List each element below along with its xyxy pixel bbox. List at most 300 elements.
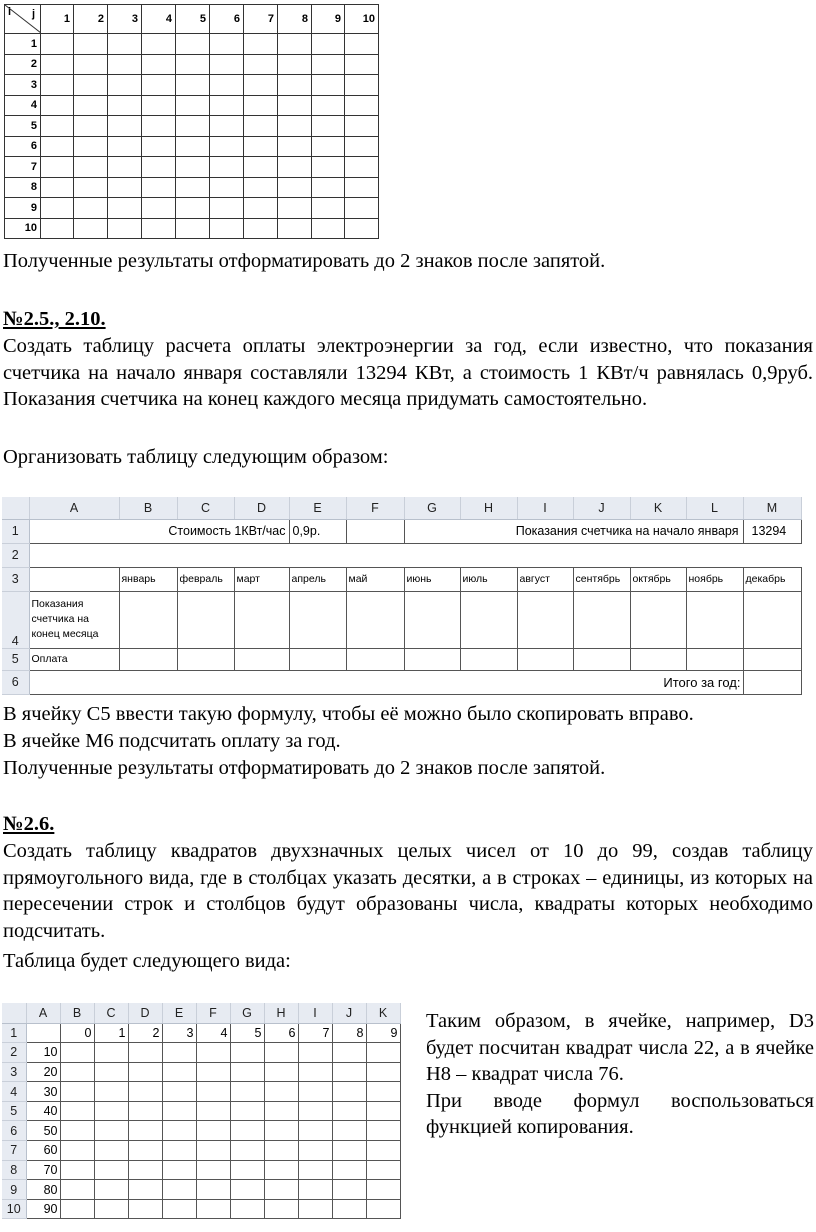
data-cell [119,591,177,648]
grid-cell [345,157,379,178]
square-cell [196,1043,230,1063]
month-header: ноябрь [686,567,743,591]
grid-cell [210,54,244,75]
grid-cell [41,54,74,75]
grid-cell [345,116,379,137]
grid-cell [41,34,74,55]
task-2-6-text: Создать таблицу квадратов двухзначных целых чисел от 10 до 99, создав таблицу прямоугольного вида, где в столбцах указать десятки, а в строках – единицы, из которых на пересечении строк и столбцов будут образованы числа, квадраты которых необходимо подсчитать. [3,840,813,942]
row-header: 10 [2,1199,26,1219]
data-cell [404,648,460,670]
square-cell [264,1062,298,1082]
grid-cell [41,157,74,178]
square-cell [60,1180,94,1200]
month-header: май [346,567,404,591]
square-cell [60,1043,94,1063]
square-cell [196,1180,230,1200]
data-cell [346,648,404,670]
empty-cell [346,519,404,543]
square-cell [230,1101,264,1121]
tens-header-cell: 20 [26,1062,60,1082]
grid-cell [278,198,312,219]
grid-row-header: 1 [5,34,41,55]
square-cell [230,1062,264,1082]
data-cell [743,591,801,648]
square-cell [162,1062,196,1082]
row-header: 2 [2,543,29,567]
row-header: 3 [2,567,29,591]
grid-cell [176,75,210,96]
units-header-cell: 6 [264,1023,298,1043]
square-cell [230,1082,264,1102]
tens-header-cell: 90 [26,1199,60,1219]
grid-cell [108,157,142,178]
grid-cell [278,177,312,198]
data-cell [460,648,517,670]
grid-cell [142,157,176,178]
row-header: 3 [2,1062,26,1082]
square-cell [128,1160,162,1180]
grid-row-header: 2 [5,54,41,75]
grid-cell [108,54,142,75]
grid-cell [41,198,74,219]
column-header: E [289,497,346,519]
tens-header-cell: 30 [26,1082,60,1102]
empty-cell [29,670,630,694]
square-cell [162,1160,196,1180]
month-header: март [234,567,289,591]
square-cell [94,1082,128,1102]
square-cell [128,1101,162,1121]
side-note-text-1: Таким образом, в ячейке, например, D3 будет посчитан квадрат числа 22, а в ячейке H8 – квадрат числа 76. [426,1010,814,1086]
grid-cell [41,75,74,96]
square-cell [162,1082,196,1102]
column-header: C [177,497,234,519]
task-2-5-text: Создать таблицу расчета оплаты электроэнергии за год, если известно, что показания счетчика на начало января составляли 13294 КВт, а стоимость 1 КВт/ч равнялась 0,9руб. Показания счетчика на конец каждого месяца придумать самостоятельно. [3,335,813,411]
column-header: F [346,497,404,519]
format-instruction-1: Полученные результаты отформатировать до 2 знаков после запятой. [3,250,606,272]
side-note-text-2: При вводе формул воспользоваться функцией копирования. [426,1089,814,1139]
square-cell [298,1043,332,1063]
square-cell [162,1180,196,1200]
grid-cell [278,34,312,55]
grid-cell [345,54,379,75]
grid-cell [74,157,108,178]
column-header: H [264,1003,298,1023]
electricity-spreadsheet [2,497,801,695]
grid-cell [345,34,379,55]
data-cell [517,591,573,648]
grid-row-header: 8 [5,177,41,198]
grid-row-header: 7 [5,157,41,178]
instruction-m6: В ячейке М6 подсчитать оплату за год. [3,730,341,752]
grid-col-header: 8 [278,5,312,34]
ij-corner-cell [5,5,41,34]
task-2-5-heading: №2.5., 2.10. [3,308,106,330]
row-header: 5 [2,1101,26,1121]
square-cell [264,1121,298,1141]
units-header-cell: 8 [332,1023,366,1043]
month-header: сентябрь [573,567,630,591]
grid-row-header: 10 [5,218,41,239]
data-cell [743,648,801,670]
grid-cell [345,95,379,116]
units-header-cell: 1 [94,1023,128,1043]
square-cell [366,1199,400,1219]
column-header: H [460,497,517,519]
ij-grid [4,4,379,239]
year-total-label: Итого за год: [630,670,743,694]
grid-cell [210,177,244,198]
column-header: I [298,1003,332,1023]
units-header-cell: 5 [230,1023,264,1043]
grid-cell [176,177,210,198]
grid-cell [41,177,74,198]
grid-cell [312,177,345,198]
grid-cell [210,95,244,116]
grid-cell [312,34,345,55]
square-cell [230,1199,264,1219]
data-cell [346,591,404,648]
grid-cell [176,34,210,55]
month-header: июль [460,567,517,591]
grid-cell [176,136,210,157]
units-header-cell: 7 [298,1023,332,1043]
square-cell [264,1160,298,1180]
grid-row-header: 3 [5,75,41,96]
data-cell [630,591,686,648]
square-cell [94,1160,128,1180]
grid-cell [312,157,345,178]
square-cell [366,1101,400,1121]
grid-col-header: 7 [244,5,278,34]
grid-cell [142,95,176,116]
grid-row-header: 5 [5,116,41,137]
square-cell [298,1062,332,1082]
tens-header-cell: 60 [26,1141,60,1161]
square-cell [196,1160,230,1180]
meter-label-cell: Показания счетчика на начало января [404,519,743,543]
cost-label-cell: Стоимость 1КВт/час [29,519,289,543]
square-cell [332,1121,366,1141]
data-cell [234,648,289,670]
square-cell [94,1199,128,1219]
square-cell [332,1101,366,1121]
square-cell [332,1062,366,1082]
square-cell [60,1101,94,1121]
square-cell [298,1121,332,1141]
grid-cell [176,218,210,239]
data-cell [177,591,234,648]
task-2-6-heading: №2.6. [3,813,55,835]
grid-cell [176,95,210,116]
column-header: I [517,497,573,519]
row-header: 2 [2,1043,26,1063]
grid-cell [74,54,108,75]
units-header-cell: 3 [162,1023,196,1043]
square-cell [196,1082,230,1102]
grid-cell [244,75,278,96]
square-cell [94,1043,128,1063]
grid-cell [176,198,210,219]
column-header: F [196,1003,230,1023]
grid-cell [142,75,176,96]
grid-cell [108,218,142,239]
grid-cell [278,75,312,96]
square-cell [94,1121,128,1141]
grid-cell [142,198,176,219]
column-header: G [404,497,460,519]
row-header: 6 [2,670,29,694]
grid-cell [312,116,345,137]
grid-cell [312,75,345,96]
column-header: D [128,1003,162,1023]
row-header: 6 [2,1121,26,1141]
square-cell [332,1199,366,1219]
empty-row [29,543,801,567]
grid-cell [108,116,142,137]
grid-cell [41,95,74,116]
units-header-cell: 2 [128,1023,162,1043]
grid-cell [142,218,176,239]
units-header-cell: 9 [366,1023,400,1043]
square-cell [264,1043,298,1063]
square-cell [196,1101,230,1121]
square-cell [128,1141,162,1161]
data-cell [289,648,346,670]
grid-cell [142,136,176,157]
grid-cell [345,198,379,219]
square-cell [26,1023,60,1043]
meter-readings-line-3: конец месяца [31,628,99,640]
square-cell [366,1180,400,1200]
data-cell [686,591,743,648]
square-cell [298,1082,332,1102]
month-header: февраль [177,567,234,591]
column-header: K [630,497,686,519]
grid-cell [244,34,278,55]
grid-row-header: 6 [5,136,41,157]
grid-col-header: 9 [312,5,345,34]
grid-col-header: 10 [345,5,379,34]
grid-cell [278,54,312,75]
data-cell [460,591,517,648]
square-cell [162,1141,196,1161]
grid-cell [142,116,176,137]
grid-cell [74,136,108,157]
square-cell [366,1160,400,1180]
grid-col-header: 4 [142,5,176,34]
grid-cell [345,177,379,198]
grid-cell [108,34,142,55]
square-cell [60,1082,94,1102]
column-header: L [686,497,743,519]
grid-cell [210,34,244,55]
grid-cell [108,177,142,198]
square-cell [162,1043,196,1063]
grid-cell [278,95,312,116]
grid-cell [278,218,312,239]
month-header: август [517,567,573,591]
grid-cell [74,177,108,198]
square-cell [332,1180,366,1200]
square-cell [196,1141,230,1161]
grid-cell [142,34,176,55]
square-cell [264,1180,298,1200]
grid-cell [41,116,74,137]
grid-cell [41,218,74,239]
column-header: G [230,1003,264,1023]
row-header: 4 [2,591,29,648]
column-header: K [366,1003,400,1023]
row-header: 1 [2,1023,26,1043]
column-header: J [332,1003,366,1023]
square-cell [366,1141,400,1161]
grid-cell [108,136,142,157]
grid-cell [210,136,244,157]
task-2-6-view: Таблица будет следующего вида: [3,950,291,972]
grid-cell [312,198,345,219]
tens-header-cell: 80 [26,1180,60,1200]
grid-cell [108,75,142,96]
payment-label: Оплата [29,648,119,670]
square-cell [128,1199,162,1219]
square-cell [94,1180,128,1200]
grid-cell [108,198,142,219]
meter-value-cell: 13294 [743,519,801,543]
square-cell [298,1199,332,1219]
tens-header-cell: 10 [26,1043,60,1063]
side-note [426,1008,814,1141]
row-header: 4 [2,1082,26,1102]
square-cell [128,1082,162,1102]
square-cell [366,1082,400,1102]
square-cell [60,1121,94,1141]
grid-cell [278,116,312,137]
grid-cell [142,177,176,198]
square-cell [332,1043,366,1063]
square-cell [60,1141,94,1161]
sheet-corner [2,497,29,519]
grid-cell [244,95,278,116]
squares-spreadsheet [2,1003,401,1219]
grid-cell [74,198,108,219]
square-cell [230,1141,264,1161]
square-cell [162,1101,196,1121]
square-cell [60,1199,94,1219]
column-header: B [119,497,177,519]
grid-cell [74,218,108,239]
grid-cell [210,75,244,96]
month-header: декабрь [743,567,801,591]
grid-cell [312,54,345,75]
grid-cell [74,75,108,96]
month-header: январь [119,567,177,591]
square-cell [162,1199,196,1219]
grid-row-header: 9 [5,198,41,219]
instruction-c5: В ячейку С5 ввести такую формулу, чтобы её можно было скопировать вправо. [3,703,694,725]
square-cell [60,1160,94,1180]
square-cell [230,1160,264,1180]
grid-cell [74,116,108,137]
data-cell [573,591,630,648]
grid-col-header: 2 [74,5,108,34]
square-cell [230,1180,264,1200]
grid-cell [244,177,278,198]
square-cell [230,1043,264,1063]
data-cell [404,591,460,648]
square-cell [298,1180,332,1200]
square-cell [196,1062,230,1082]
square-cell [298,1101,332,1121]
square-cell [264,1101,298,1121]
square-cell [264,1141,298,1161]
column-header: E [162,1003,196,1023]
data-cell [517,648,573,670]
tens-header-cell: 50 [26,1121,60,1141]
month-header: апрель [289,567,346,591]
year-total-cell [743,670,801,694]
column-header: A [26,1003,60,1023]
grid-cell [312,95,345,116]
grid-cell [244,136,278,157]
data-cell [686,648,743,670]
grid-cell [278,136,312,157]
grid-cell [278,157,312,178]
data-cell [630,648,686,670]
grid-cell [176,116,210,137]
grid-cell [74,34,108,55]
row-header: 1 [2,519,29,543]
square-cell [264,1199,298,1219]
square-cell [332,1141,366,1161]
column-header: J [573,497,630,519]
grid-cell [312,136,345,157]
column-header: M [743,497,801,519]
square-cell [366,1043,400,1063]
grid-cell [210,157,244,178]
data-cell [289,591,346,648]
data-cell [119,648,177,670]
tens-header-cell: 70 [26,1160,60,1180]
units-header-cell: 0 [60,1023,94,1043]
grid-cell [345,136,379,157]
tens-header-cell: 40 [26,1101,60,1121]
grid-cell [244,116,278,137]
grid-col-header: 3 [108,5,142,34]
data-cell [573,648,630,670]
data-cell [234,591,289,648]
square-cell [366,1121,400,1141]
square-cell [366,1062,400,1082]
cost-value-cell: 0,9р. [289,519,346,543]
square-cell [264,1082,298,1102]
month-header: октябрь [630,567,686,591]
grid-row-header: 4 [5,95,41,116]
grid-cell [244,198,278,219]
grid-cell [345,218,379,239]
square-cell [332,1082,366,1102]
corner-j-label: j [31,8,35,20]
square-cell [94,1062,128,1082]
sheet-corner [2,1003,26,1023]
square-cell [298,1141,332,1161]
square-cell [94,1101,128,1121]
square-cell [128,1043,162,1063]
row-header: 7 [2,1141,26,1161]
square-cell [128,1180,162,1200]
square-cell [128,1121,162,1141]
square-cell [196,1199,230,1219]
